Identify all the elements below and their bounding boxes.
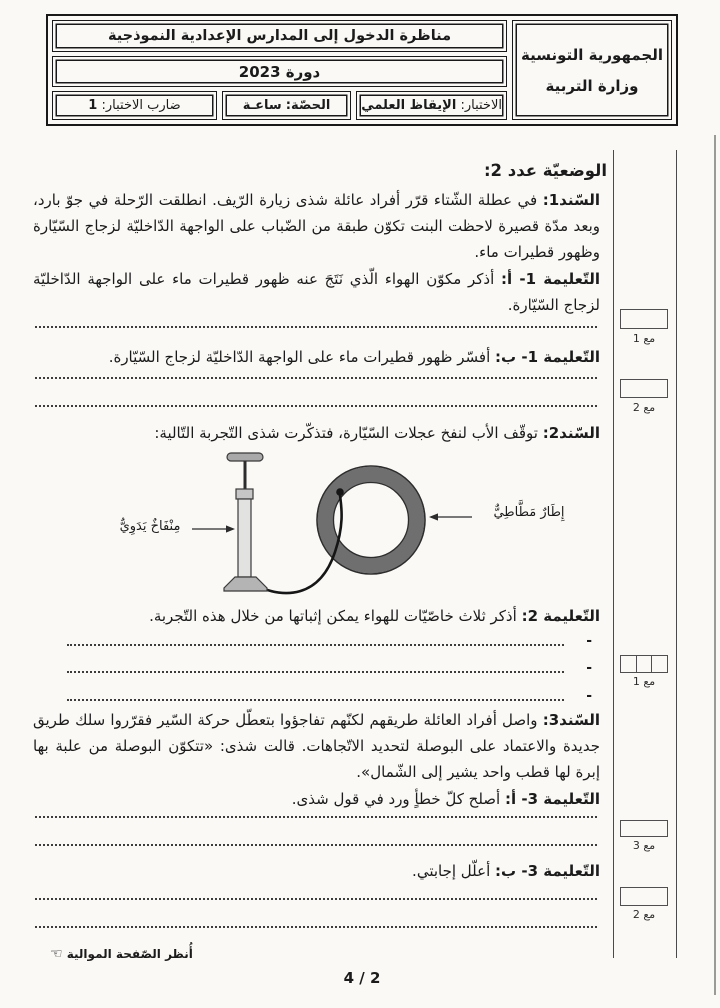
exam-title-box bbox=[52, 20, 507, 52]
answer-line bbox=[67, 644, 564, 646]
pump-drawing bbox=[224, 453, 267, 591]
next-page-text: أُنظر الصّفحة الموالية bbox=[66, 947, 193, 961]
sanad3-text: واصل أفراد العائلة طريقهم لكنّهم تفاجؤوا بتعطّل حركة السّير فقرّروا سلك طريق جديدة والاعتماد على البوصلة لتحديد الاتّجاهات. قالت شذى: «تتكوّن البوصلة من علبة بها إبرة لها قطب واحد يشير إلى الشّمال». bbox=[33, 711, 600, 781]
answer-line-dashed bbox=[33, 631, 600, 649]
taalima3a-paragraph bbox=[33, 786, 600, 812]
taalima1b-label: التّعليمة 1- ب: bbox=[495, 348, 600, 366]
answer-line-dashed bbox=[33, 686, 600, 704]
taalima3b-text: أعلّل إجابتي. bbox=[412, 862, 491, 880]
grade-box-4-label: مع 3 bbox=[632, 839, 656, 852]
exam-title: مناظرة الدخول إلى المدارس الإعدادية النموذجية bbox=[107, 28, 452, 45]
taalima1a-label: التّعليمة 1- أ: bbox=[501, 270, 600, 288]
duration-value: ساعـة bbox=[242, 98, 282, 114]
next-page-note bbox=[50, 946, 193, 962]
margin-rule-inner bbox=[613, 150, 614, 958]
taalima2-text: أذكر ثلاث خاصّيّات للهواء يمكن إثباتها من خلال هذه التّجربة. bbox=[149, 607, 517, 625]
duration-label: الحصّة: bbox=[285, 98, 331, 114]
margin-rule-outer bbox=[676, 150, 677, 958]
pump-arrow bbox=[192, 525, 235, 532]
grade-box-2-label: مع 2 bbox=[632, 401, 656, 414]
coefficient-box bbox=[52, 91, 217, 120]
answer-line bbox=[67, 699, 564, 701]
list-dash: - bbox=[586, 633, 592, 649]
grade-box-3-label: مع 1 bbox=[632, 675, 656, 688]
list-dash: - bbox=[586, 688, 592, 704]
grade-box-5-label: مع 2 bbox=[632, 908, 656, 921]
header-left-column bbox=[52, 20, 507, 120]
taalima1a-text: أذكر مكوّن الهواء الّذي نَتَجَ عنه ظهور قطيرات ماء على الواجهة الدّاخليّة لزجاج السّيّارة. bbox=[33, 270, 600, 314]
subject-box bbox=[356, 91, 507, 120]
grade-box-1-label: مع 1 bbox=[632, 332, 656, 345]
grade-box-2 bbox=[620, 379, 668, 398]
taalima3a-text: أصلح كلّ خطأٍ ورد في قول شذى. bbox=[291, 790, 501, 808]
answer-line bbox=[35, 926, 597, 928]
sanad1-paragraph bbox=[33, 187, 600, 265]
session-label: دورة 2023 bbox=[238, 62, 321, 81]
answer-line bbox=[35, 816, 597, 818]
header-frame bbox=[46, 14, 678, 126]
pointing-hand-icon: ☜ bbox=[50, 946, 63, 962]
taalima3b-paragraph bbox=[33, 858, 600, 884]
duration-box bbox=[222, 91, 351, 120]
ministry-box bbox=[512, 20, 672, 120]
taalima2-paragraph bbox=[33, 603, 600, 629]
taalima1a-paragraph bbox=[33, 266, 600, 318]
taalima3b-label: التّعليمة 3- ب: bbox=[495, 862, 600, 880]
sanad2-paragraph bbox=[33, 420, 600, 446]
session-box bbox=[52, 56, 507, 87]
ministry-line2: وزارة التربية bbox=[545, 76, 639, 95]
page-number: 4 / 2 bbox=[343, 969, 381, 987]
tire-label: إِطَارٌ مَطَّاطِيٌّ bbox=[493, 505, 565, 520]
sanad1-text: في عطلة الشّتاء قرّر أفراد عائلة شذى زيارة الرّيف. انطلقت الرّحلة في جوّ بارد، وبعد مدّة قصيرة لاحظت البنت تكوّن طبقة من الضّباب على الواجهة الدّاخليّة لزجاج السّيّارة وظهور قطيرات ماء. bbox=[33, 191, 600, 261]
answer-line bbox=[35, 405, 597, 407]
answer-line bbox=[67, 671, 564, 673]
sanad2-text: توقّف الأب لنفخ عجلات السّيّارة، فتذكّرت شذى التّجربة التّالية: bbox=[154, 424, 538, 442]
tire-valve bbox=[336, 488, 344, 496]
taalima1b-paragraph bbox=[33, 344, 600, 370]
grade-box-3 bbox=[620, 655, 668, 673]
coefficient-label: ضارب الاختبار: bbox=[101, 98, 181, 114]
taalima1b-text: أفسّر ظهور قطيرات ماء على الواجهة الدّاخليّة لزجاج السّيّارة. bbox=[108, 348, 491, 366]
tire-arrow bbox=[429, 513, 472, 520]
answer-line bbox=[35, 844, 597, 846]
list-dash: - bbox=[586, 660, 592, 676]
grade-box-1 bbox=[620, 309, 668, 329]
subject-value: الإيقاظ العلمي bbox=[361, 98, 457, 114]
grade-box-5 bbox=[620, 887, 668, 906]
sanad1-label: السّند1: bbox=[542, 191, 600, 209]
pump-label: مِنْفَاخٌ يَدَوِيٌّ bbox=[119, 519, 181, 534]
coefficient-value: 1 bbox=[88, 98, 98, 114]
page-scan-edge bbox=[714, 135, 716, 995]
grade-box-4 bbox=[620, 820, 668, 837]
ministry-line1: الجمهورية التونسية bbox=[521, 45, 663, 64]
sanad2-label: السّند2: bbox=[542, 424, 600, 442]
subject-label: الاختبار: bbox=[460, 98, 502, 114]
answer-line-dashed bbox=[33, 658, 600, 676]
answer-line bbox=[35, 377, 597, 379]
header-info-row bbox=[52, 91, 507, 120]
taalima2-label: التّعليمة 2: bbox=[521, 607, 600, 625]
sanad3-label: السّند3: bbox=[542, 711, 600, 729]
situation-title: الوضعيّة عدد 2: bbox=[483, 161, 607, 180]
taalima3a-label: التّعليمة 3- أ: bbox=[504, 790, 600, 808]
answer-line bbox=[35, 898, 597, 900]
sanad3-paragraph bbox=[33, 707, 600, 785]
answer-line bbox=[35, 326, 597, 328]
